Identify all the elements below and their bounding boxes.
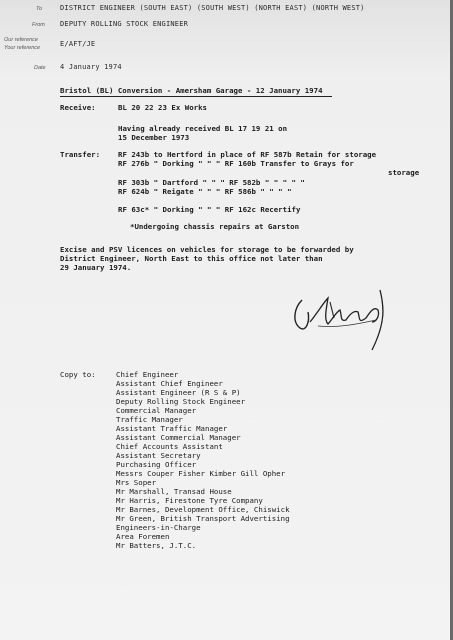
transfer-row: RF 243b to Hertford in place of RF 587b Retain for storage <box>118 150 377 159</box>
receive-line-3: 15 December 1973 <box>118 133 190 142</box>
copy-to-recipient: Assistant Traffic Manager <box>116 424 228 433</box>
transfer-row: RF 303b " Dartford " " " RF 582b " " " " " <box>118 178 305 187</box>
copy-to-recipient: Mr Green, British Transport Advertising <box>116 514 290 523</box>
date-value: 4 January 1974 <box>60 63 122 71</box>
receive-line-2: Having already received BL 17 19 21 on <box>118 124 288 133</box>
to-value: DISTRICT ENGINEER (SOUTH EAST) (SOUTH WEST) (NORTH EAST) (NORTH WEST) <box>60 4 365 12</box>
copy-to-recipient: Mrs Soper <box>116 478 157 487</box>
copy-to-recipient: Commercial Manager <box>116 406 197 415</box>
to-label: To <box>36 6 42 12</box>
handwritten-signature-icon <box>288 282 398 352</box>
transfer-row: RF 624b " Reigate " " " RF 586b " " " " <box>118 187 292 196</box>
from-label: From <box>32 22 45 28</box>
copy-to-recipient: Mr Barnes, Development Office, Chiswick <box>116 505 290 514</box>
copy-to-recipient: Mr Marshall, Transad House <box>116 487 232 496</box>
reference-value: E/AFT/JE <box>60 40 96 48</box>
copy-to-recipient: Messrs Couper Fisher Kimber Gill Opher <box>116 469 286 478</box>
copy-to-recipient: Assistant Chief Engineer <box>116 379 223 388</box>
copy-to-recipient: Traffic Manager <box>116 415 183 424</box>
body-paragraph-line: District Engineer, North East to this office not later than <box>60 254 323 263</box>
copy-to-recipient: Assistant Secretary <box>116 451 201 460</box>
our-reference-label: Our reference <box>4 37 38 43</box>
from-value: DEPUTY ROLLING STOCK ENGINEER <box>60 20 189 28</box>
receive-line-1: BL 20 22 23 Ex Works <box>118 103 207 112</box>
body-paragraph-line: Excise and PSV licences on vehicles for storage to be forwarded by <box>60 245 354 254</box>
receive-label: Receive: <box>60 103 96 112</box>
copy-to-recipient: Chief Accounts Assistant <box>116 442 223 451</box>
transfer-footnote: *Undergoing chassis repairs at Garston <box>130 222 300 231</box>
transfer-row: RF 276b " Dorking " " " RF 160b Transfer to Grays for <box>118 159 354 168</box>
copy-to-label: Copy to: <box>60 370 96 379</box>
copy-to-recipient: Chief Engineer <box>116 370 179 379</box>
date-label: Date <box>34 65 46 71</box>
copy-to-recipient: Assistant Engineer (R S & P) <box>116 388 241 397</box>
your-reference-label: Your reference <box>4 45 41 51</box>
copy-to-recipient: Engineers-in-Charge <box>116 523 201 532</box>
transfer-label: Transfer: <box>60 150 101 159</box>
copy-to-recipient: Assistant Commercial Manager <box>116 433 241 442</box>
subject-line: Bristol (BL) Conversion - Amersham Garage - 12 January 1974 <box>60 86 323 95</box>
body-paragraph-line: 29 January 1974. <box>60 263 132 272</box>
copy-to-recipient: Mr Harris, Firestone Tyre Company <box>116 496 263 505</box>
copy-to-recipient: Mr Batters, J.T.C. <box>116 541 197 550</box>
transfer-row-continuation: storage <box>388 168 420 177</box>
copy-to-recipient: Purchasing Officer <box>116 460 197 469</box>
copy-to-recipient: Area Foremen <box>116 532 170 541</box>
subject-underline <box>60 96 332 97</box>
copy-to-recipient: Deputy Rolling Stock Engineer <box>116 397 246 406</box>
transfer-row: RF 63c* " Dorking " " " RF 162c Recertify <box>118 205 301 214</box>
